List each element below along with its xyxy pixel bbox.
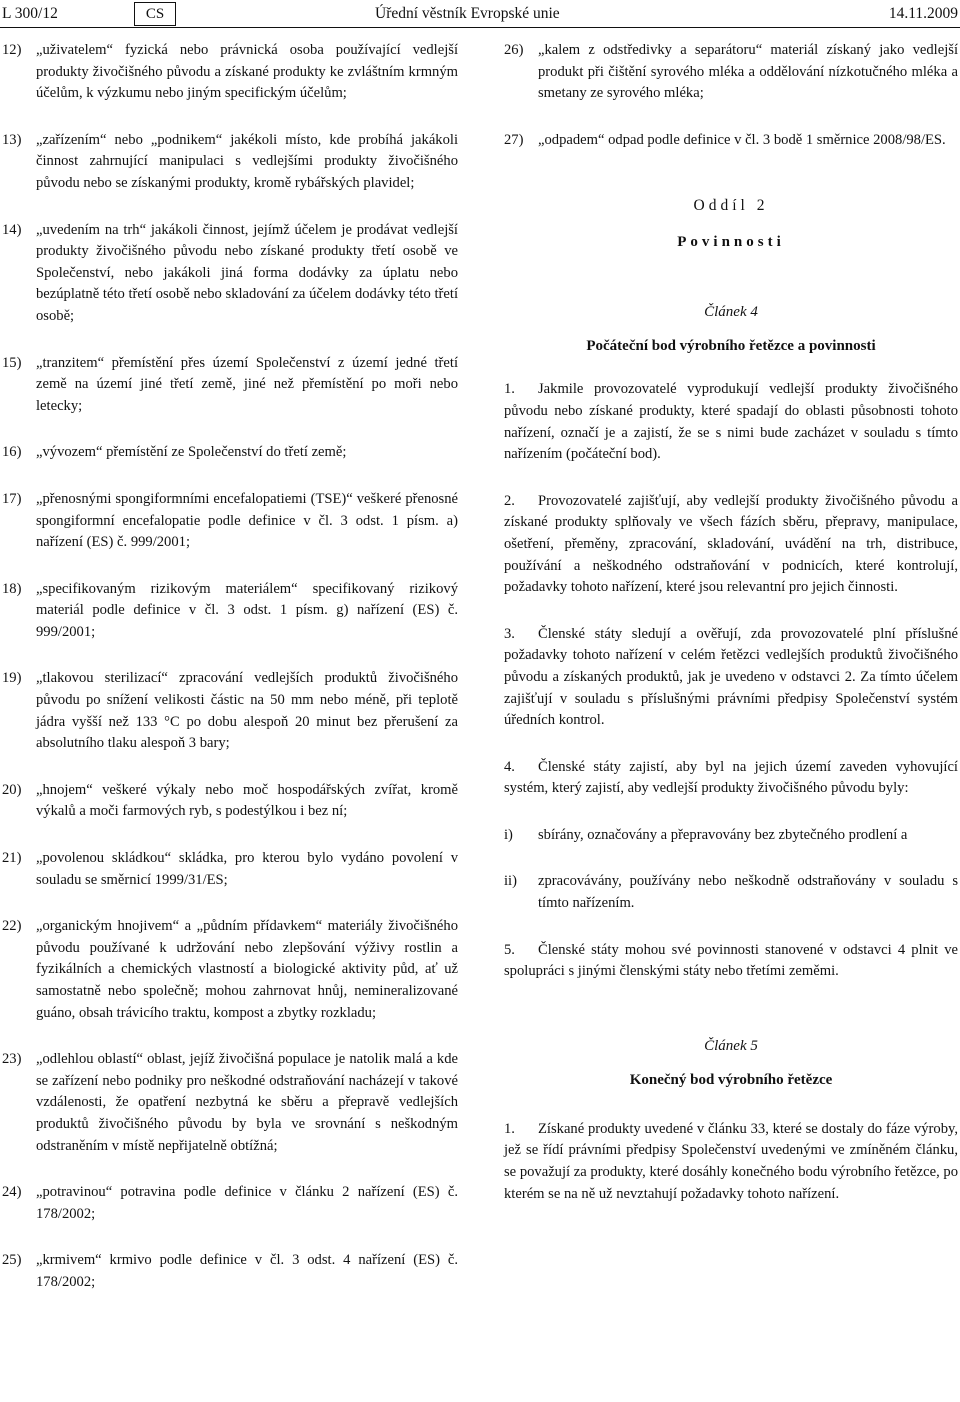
language-code-box: CS [134, 2, 176, 26]
paragraph-text: Členské státy sledují a ověřují, zda provozovatelé plní příslušné požadavky tohoto nařízení v celém řetězci vedlejších produktů živočišného původu a získaných produktů, jak je uvedeno v odstavci 2. Za tímto účelem zajišťují v souladu s příslušnými právními předpisy Společenství systém úředních kontrol. [504, 625, 958, 729]
article-4-paragraph [504, 379, 958, 465]
definition-item [504, 130, 958, 152]
article-5-title: Článek 5 [704, 1037, 758, 1054]
definition-text: „přenosnými spongiformními encefalopatiemi (TSE)“ veškeré přenosné spongiformní encefalopatie podle definice v čl. 3 odst. 1 písm. a) nařízení (ES) č. 999/2001; [36, 490, 458, 551]
definition-item [2, 1182, 458, 1225]
definition-text: „vývozem“ přemístění ze Společenství do třetí země; [36, 444, 347, 461]
definition-item [504, 40, 958, 105]
definition-item [2, 1049, 458, 1157]
article-4-paragraph [504, 491, 958, 599]
definition-item [2, 579, 458, 644]
definition-number: 23) [2, 1051, 22, 1068]
definition-item [2, 780, 458, 823]
definition-number: 26) [504, 42, 524, 58]
definition-item [2, 442, 458, 464]
definition-text: „kalem z odstředivky a separátoru“ materiál získaný jako vedlejší produkt při čištění syrového mléka a oddělování nízkotučného mléka a smetany ze syrového mléka; [538, 42, 958, 102]
paragraph-text: Získané produkty uvedené v článku 33, které se dostaly do fáze výroby, jež se řídí právními předpisy Společenství uvedenými ve zmíněném článku, se považují za produkty, které dosáhly konečného bodu výrobního řetězce, po kterém se na ně už nevztahují požadavky tohoto nařízení. [504, 1120, 958, 1202]
list-item-text: sbírány, označovány a přepravovány bez zbytečného prodlení a [538, 826, 908, 843]
definition-item [2, 40, 458, 105]
definition-text: „tlakovou sterilizací“ zpracování vedlejších produktů živočišného původu po snížení velikosti částic na 50 mm nebo méně, při teplotě jádra vyšší než 133 °C po dobu alespoň 20 minut bez přerušení za absolutního tlaku alespoň 3 bary; [36, 670, 458, 752]
definition-number: 14) [2, 221, 22, 238]
definition-number: 25) [2, 1252, 22, 1269]
definition-text: „tranzitem“ přemístění přes území Společenství z území jedné třetí země na území jiné třetí země, jiné než přemístění po moři nebo letecky; [36, 354, 458, 414]
definition-text: „odlehlou oblastí“ oblast, jejíž živočišná populace je natolik malá a kde se zařízení nebo podniky pro neškodné odstraňování nacházejí v takové vzdálenosti, že opatření nezbytná ke sběru a přepravě vedlejších produktů živočišného původu by byla ve srovnání s neškodným odstraněním v místě nepřijatelně obtížná; [36, 1051, 458, 1154]
definition-item [2, 220, 458, 328]
page-header [0, 0, 960, 30]
paragraph-text: Členské státy mohou své povinnosti stanovené v odstavci 4 plnit ve spolupráci s jinými členskými státy nebo třetími zeměmi. [504, 941, 958, 980]
definition-item [2, 130, 458, 195]
list-item-number: ii) [504, 873, 517, 890]
paragraph-number: 1. [504, 1120, 515, 1137]
definition-text: „potravinou“ potravina podle definice v článku 2 nařízení (ES) č. 178/2002; [36, 1184, 458, 1222]
paragraph-number: 3. [504, 625, 515, 642]
header-rule [0, 27, 960, 28]
definition-item [2, 1250, 458, 1293]
page-reference: L 300/12 [2, 5, 58, 22]
definition-number: 24) [2, 1184, 22, 1201]
definition-text: „specifikovaným rizikovým materiálem“ specifikovaný rizikový materiál podle definice v čl. 3 odst. 1 písm. g) nařízení (ES) č. 999/2001; [36, 580, 458, 640]
definition-number: 12) [2, 42, 22, 58]
definition-number: 16) [2, 444, 22, 461]
article-4-paragraph [504, 940, 958, 983]
right-column [504, 40, 958, 1230]
definition-text: „povolenou skládkou“ skládka, pro kterou bylo vydáno povolení v souladu se směrnicí 1999/31/ES; [36, 850, 458, 888]
article-4-paragraph [504, 757, 958, 800]
definition-number: 17) [2, 490, 22, 507]
article-5-subtitle: Konečný bod výrobního řetězce [629, 1071, 833, 1088]
paragraph-number: 1. [504, 381, 515, 398]
section-subtitle: Povinnosti [677, 234, 785, 251]
journal-title: Úřední věstník Evropské unie [375, 5, 560, 22]
definition-number: 15) [2, 354, 22, 371]
list-item-text: zpracovávány, používány nebo neškodně odstraňovány v souladu s tímto nařízením. [538, 873, 958, 912]
definition-item [2, 353, 458, 418]
list-item-number: i) [504, 826, 513, 843]
definition-number: 13) [2, 131, 22, 148]
paragraph-number: 5. [504, 941, 515, 958]
definition-number: 18) [2, 580, 22, 597]
publication-date: 14.11.2009 [888, 5, 958, 22]
definition-text: „uživatelem“ fyzická nebo právnická osoba používající vedlejší produkty živočišného původu a získané produkty ke zvláštním krmným účelům, k výzkumu nebo jiným specifickým účelům; [36, 42, 458, 102]
definition-item [2, 489, 458, 554]
definition-text: „hnojem“ veškeré výkaly nebo moč hospodářských zvířat, kromě výkalů a moči farmových ryb, s podestýlkou i bez ní; [36, 781, 458, 820]
article-4-paragraph [504, 624, 958, 732]
definition-text: „krmivem“ krmivo podle definice v čl. 3 odst. 4 nařízení (ES) č. 178/2002; [36, 1252, 458, 1290]
definition-text: „uvedením na trh“ jakákoli činnost, jejímž účelem je prodávat vedlejší produkty živočišného původu nebo získané produkty třetí osobě ve Společenství, nebo jakákoli jiná forma dodávky za úplatu nebo bezúplatně této třetí osobě nebo skladování za účelem dodávky této třetí osobě; [36, 221, 458, 324]
list-item [504, 871, 958, 914]
paragraph-text: Jakmile provozovatelé vyprodukují vedlejší produkty živočišného původu nebo získané produkty, které spadají do oblasti působnosti tohoto nařízení, označí je a zajistí, že se s nimi bude zacházet v souladu s tímto nařízením (počáteční bod). [504, 381, 958, 463]
definition-number: 19) [2, 670, 22, 687]
article-4-title: Článek 4 [704, 304, 758, 321]
paragraph-number: 2. [504, 492, 515, 509]
definition-text: „organickým hnojivem“ a „půdním přídavkem“ materiály živočišného původu používané k udržování nebo zlepšování výživy rostlin a fyzikálních a chemických vlastností a biologické aktivity půd, ať už samostatně nebo společně; mohou zahrnovat hnůj, nemineralizované guáno, obsah trávicího traktu, kompost a zbytky rozkladu; [36, 918, 458, 1021]
article-4-subtitle: Počáteční bod výrobního řetězce a povinnosti [586, 338, 876, 355]
paragraph-number: 4. [504, 758, 515, 775]
definition-number: 22) [2, 918, 22, 935]
definition-number: 20) [2, 781, 22, 798]
left-column [2, 40, 458, 1319]
definition-number: 21) [2, 850, 22, 867]
article-5-paragraph [504, 1119, 958, 1205]
paragraph-text: Provozovatelé zajišťují, aby vedlejší produkty živočišného původu a získané produkty splňovaly ve všech fázích sběru, přepravy, manipulace, ošetření, přeměny, zpracování, skladování, uvádění na trh, distribuce, používání a neškodného odstraňování v podnicích, které kontrolují, požadavky tohoto nařízení, které jsou relevantní pro jejich činnosti. [504, 492, 958, 596]
section-title: Oddíl 2 [693, 197, 769, 215]
definition-text: „odpadem“ odpad podle definice v čl. 3 bodě 1 směrnice 2008/98/ES. [538, 131, 946, 148]
definition-item [2, 916, 458, 1024]
definition-item [2, 668, 458, 754]
paragraph-text: Členské státy zajistí, aby byl na jejich území zaveden vyhovující systém, který zajistí, aby vedlejší produkty živočišného původu byly: [504, 758, 958, 797]
list-item [504, 825, 958, 847]
definition-text: „zařízením“ nebo „podnikem“ jakékoli místo, kde probíhá jakákoli činnost zahrnující manipulaci s vedlejšími produkty živočišného původu nebo se získanými produkty, kromě rybářských plavidel; [36, 131, 458, 191]
definition-number: 27) [504, 131, 524, 148]
definition-item [2, 848, 458, 891]
